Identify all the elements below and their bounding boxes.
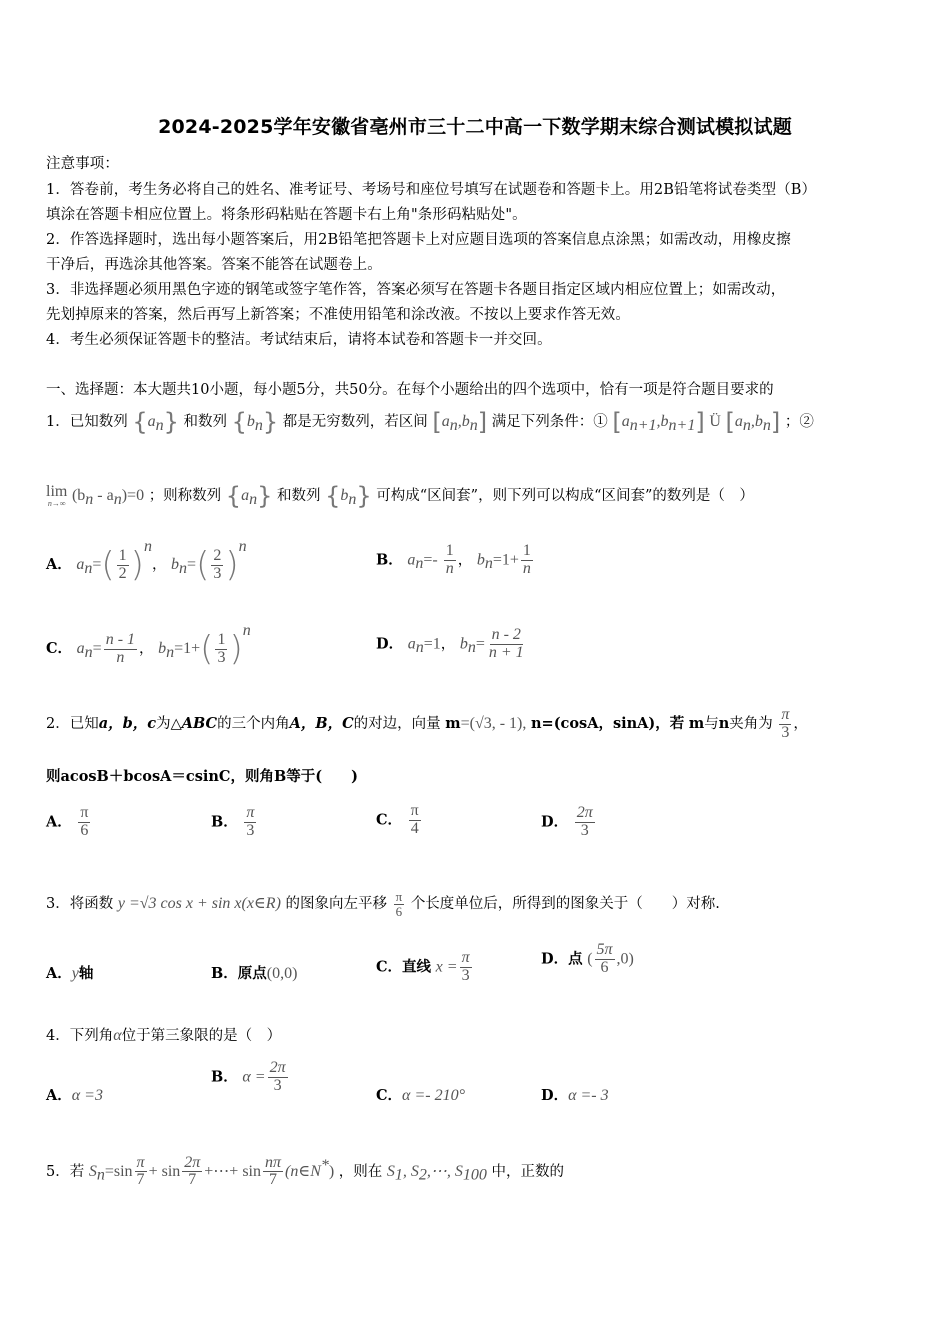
q2-option-b[interactable]: B． $\frac{\pi}{3}$ xyxy=(211,804,255,839)
q3-option-d[interactable]: D．点 ( $\frac{5\pi}{6}$ ,0) xyxy=(541,941,634,976)
q4-option-a[interactable]: A．α =3 xyxy=(46,1087,103,1104)
question-5-stem: 5．若 $S_n=\sin$ $\frac{\pi}{7}$ + sin $\frac{2\pi}{7}$ +⋯+ sin $\frac{n\pi}{7}$ (n∈N*) ，则在 $S_1$, $S_2,\cdots$, $S_{100}$ 中，正数的 xyxy=(46,1153,565,1189)
notes-heading: 注意事项： xyxy=(46,156,119,172)
q2-option-a[interactable]: A． $\frac{\pi}{6}$ xyxy=(46,804,89,839)
q1-subset-symbol: Ü xyxy=(709,413,721,430)
question-4-stem: 4．下列角α位于第三象限的是（ ） xyxy=(46,1027,282,1044)
notes-line: 2．作答选择题时，选出每小题答案后，用2B铅笔把答题卡上对应题目选项的答案信息点涂黑；如需改动，用橡皮擦 xyxy=(46,232,791,248)
q1-text: 可构成“区间套”，则下列可以构成“区间套”的数列是（ ） xyxy=(376,488,754,504)
question-3-stem: 3．将函数 y =√3 cos x + sin x(x∈R) 的图象向左平移 $\frac{\pi}{6}$ 个长度单位后，所得到的图象关于（ ）对称. xyxy=(46,888,720,919)
notes-line: 1．答卷前，考生务必将自己的姓名、准考证号、考场号和座位号填写在试题卷和答题卡上。用2B铅笔将试卷类型（B） xyxy=(46,182,817,198)
q4-option-d[interactable]: D．α =- 3 xyxy=(541,1087,609,1104)
q1-text: 满足下列条件：① xyxy=(491,414,608,430)
q1-text: 都是无穷数列，若区间 xyxy=(282,414,428,430)
question-2-stem: 2．已知a，b，c为△ABC的三个内角A，B，C的对边，向量 m=(√3, - 1), n=(cosA，sinA)，若 m与n夹角为 $\frac{\pi}{3}$ ， xyxy=(46,705,808,741)
question-1-stem-2: lim n→∞ $(b_n - a_n)=0$ ；则称数列 $\{a_n\}$ 和数列 $\{b_n\}$ 可构成“区间套”，则下列可以构成“区间套”的数列是（ ） xyxy=(46,482,754,510)
q1-text: 和数列 xyxy=(183,414,228,430)
q1-option-a[interactable]: A． $a_n=$( $\frac{1}{2}$ )$^n$， $b_n=$( $\frac{2}{3}$ )$^n$ xyxy=(46,538,247,585)
notes-line: 先划掉原来的答案，然后再写上新答案；不准使用铅笔和涂改液。不按以上要求作答无效。 xyxy=(46,307,630,323)
q4-option-b[interactable]: B． α = $\frac{2\pi}{3}$ xyxy=(211,1059,286,1094)
q4-option-c[interactable]: C．α =- 210° xyxy=(376,1087,465,1104)
q2-option-c[interactable]: C． $\frac{\pi}{4}$ xyxy=(376,802,419,837)
notes-line: 干净后，再选涂其他答案。答案不能答在试题卷上。 xyxy=(46,257,382,273)
notes-line: 3．非选择题必须用黑色字迹的钢笔或签字笔作答，答案必须写在答题卡各题目指定区域内相应位置上；如需改动， xyxy=(46,282,786,298)
q3-option-b[interactable]: B．原点(0,0) xyxy=(211,965,298,982)
q2-vector-m: m xyxy=(445,715,461,732)
q1-text: ；② xyxy=(784,414,814,430)
q1-text: 和数列 xyxy=(276,488,321,504)
page-title: 2024-2025学年安徽省亳州市三十二中高一下数学期末综合测试模拟试题 xyxy=(158,116,792,138)
q1-text: 1．已知数列 xyxy=(46,414,128,430)
section-heading: 一、选择题：本大题共10小题，每小题5分，共50分。在每个小题给出的四个选项中，恰有一项是符合题目要求的 xyxy=(46,382,774,398)
notes-line: 填涂在答题卡相应位置上。将条形码粘贴在答题卡右上角"条形码粘贴处"。 xyxy=(46,207,527,223)
q1-seq-a: a xyxy=(147,413,156,430)
q2-option-d[interactable]: D． $\frac{2\pi}{3}$ xyxy=(541,804,593,839)
q1-option-d[interactable]: D． $a_n=1$， $b_n=$ $\frac{n - 2}{n + 1}$ xyxy=(376,626,524,661)
q1-option-b[interactable]: B． $a_n=-$ $\frac{1}{n}$ ， $b_n=1+$ $\frac{1}{n}$ xyxy=(376,542,531,577)
q3-option-a[interactable]: A．y轴 xyxy=(46,965,94,982)
q1-text: ；则称数列 xyxy=(148,488,222,504)
q3-function: y =√3 cos x + sin x(x∈R) xyxy=(117,895,281,912)
q1-option-c[interactable]: C． $a_n=$ $\frac{n - 1}{n}$ ， $b_n=1+$( $\frac{1}{3}$ )$^n$ xyxy=(46,622,251,669)
q1-seq-b: b xyxy=(246,413,255,430)
q1-limit: lim xyxy=(46,483,68,500)
q3-option-c[interactable]: C．直线 x = $\frac{\pi}{3}$ xyxy=(376,949,470,984)
notes-line: 4．考生必须保证答题卡的整洁。考试结束后，请将本试卷和答题卡一并交回。 xyxy=(46,332,552,348)
question-2-stem-2: 则acosB＋bcosA＝csinC，则角B等于( ) xyxy=(46,768,358,785)
q2-vector-n: n xyxy=(531,715,542,732)
question-1-stem: 1．已知数列 $\{a_n\}$ 和数列 $\{b_n\}$ 都是无穷数列，若区间 $[a_n,b_n]$ 满足下列条件：① $[a_{n+1},b_{n+1}]$ Ü $[a_n,b_n]$ ；② xyxy=(46,408,814,436)
